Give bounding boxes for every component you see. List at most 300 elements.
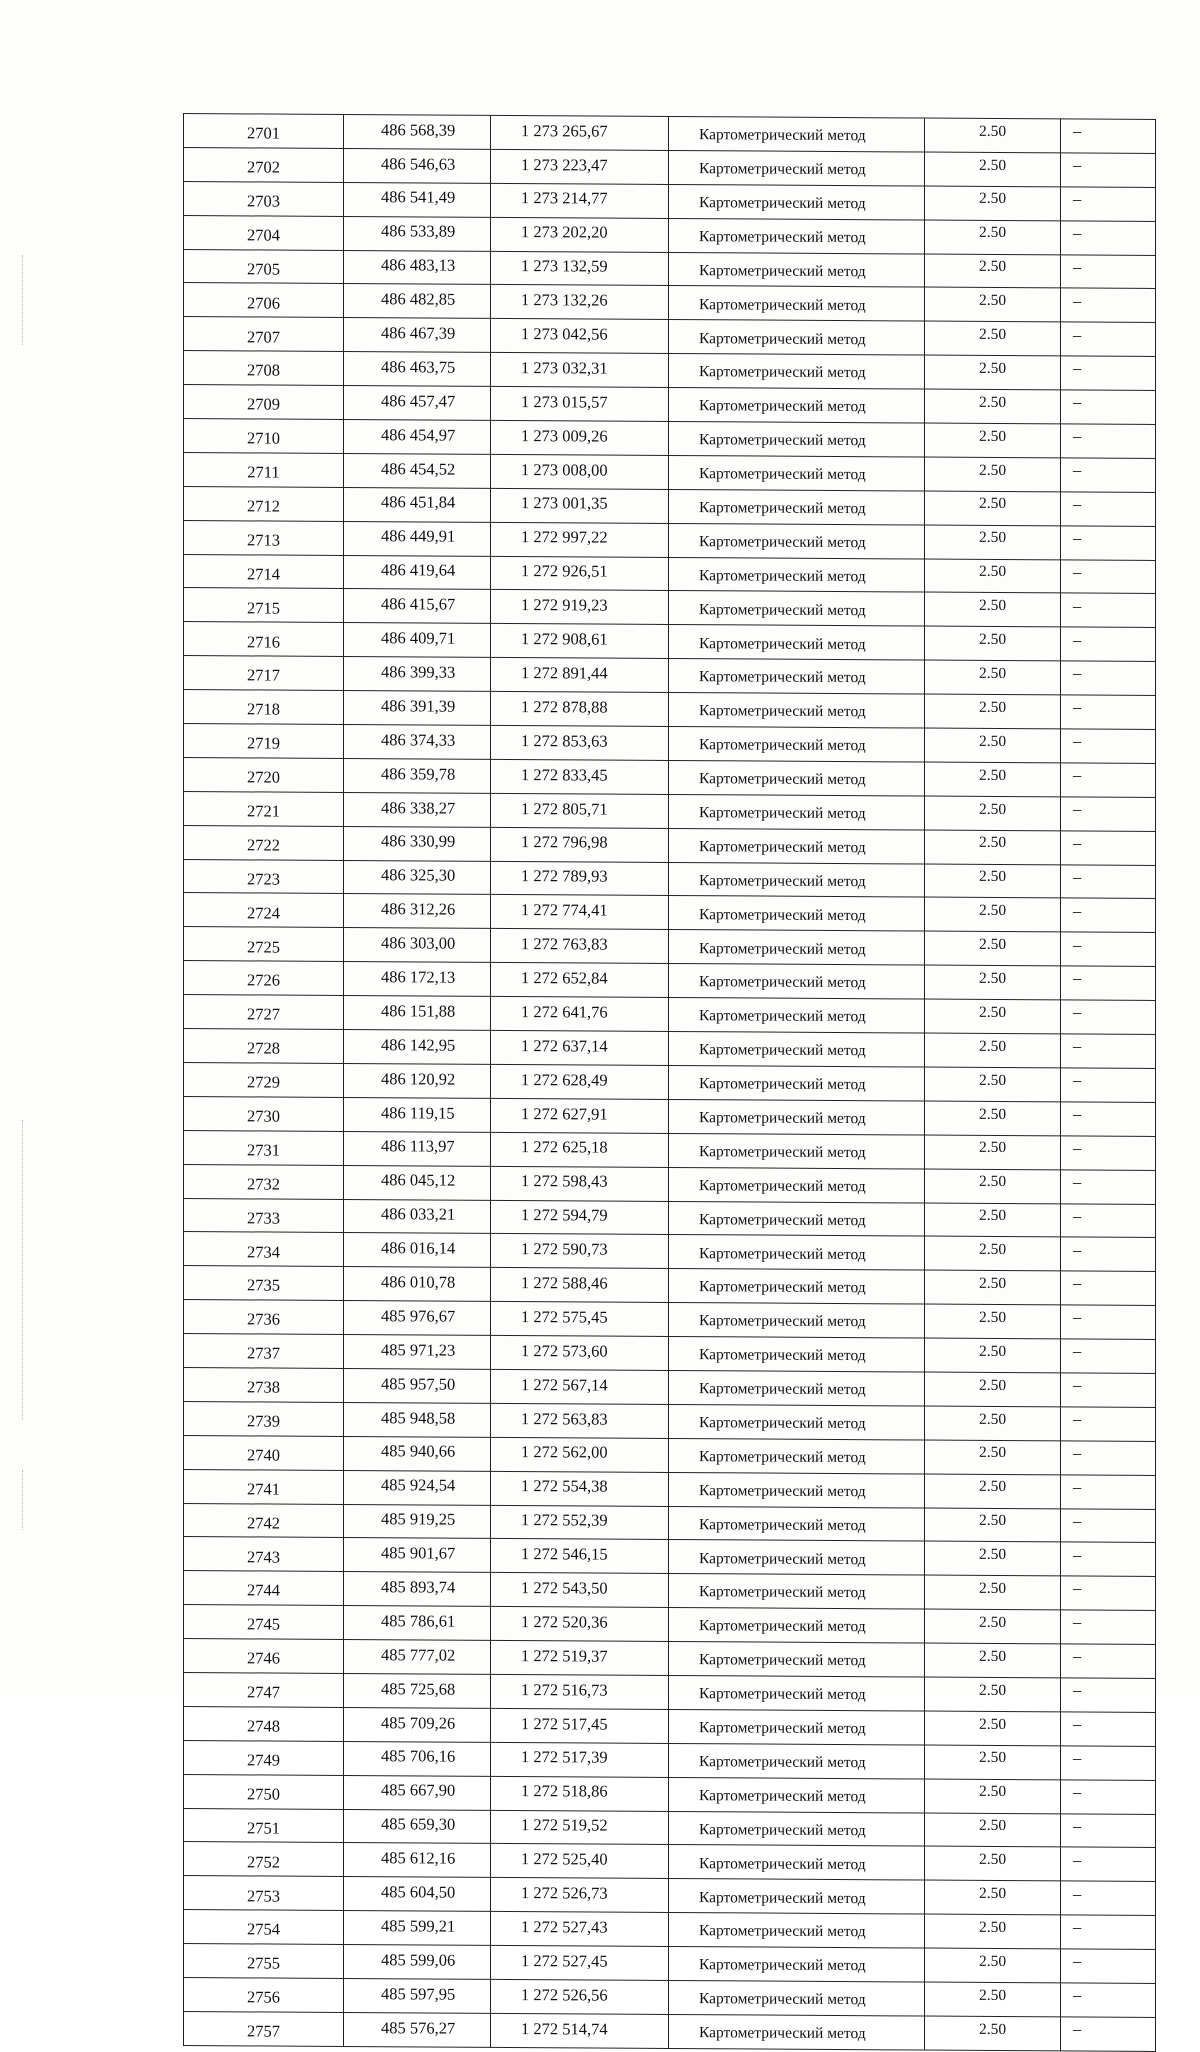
x-coordinate-cell: 485 940,66 xyxy=(344,1436,491,1471)
x-coordinate-cell: 485 919,25 xyxy=(344,1504,491,1539)
accuracy-cell: 2.50 xyxy=(925,457,1061,492)
accuracy-cell: 2.50 xyxy=(925,1745,1061,1780)
point-number-cell: 2707 xyxy=(184,317,344,352)
point-number-cell: 2742 xyxy=(184,1503,344,1538)
point-number-cell: 2743 xyxy=(184,1537,344,1572)
note-cell: – xyxy=(1061,153,1156,187)
method-cell: Картометрический метод xyxy=(669,421,925,456)
accuracy-cell: 2.50 xyxy=(925,1880,1061,1915)
x-coordinate-cell: 486 457,47 xyxy=(344,386,491,421)
accuracy-cell: 2.50 xyxy=(925,1609,1061,1644)
method-cell: Картометрический метод xyxy=(669,862,925,897)
point-number-cell: 2757 xyxy=(184,2011,344,2046)
method-cell: Картометрический метод xyxy=(669,1370,925,1405)
accuracy-cell: 2.50 xyxy=(925,152,1061,187)
point-number-cell: 2741 xyxy=(184,1469,344,1504)
method-cell: Картометрический метод xyxy=(669,1032,925,1067)
accuracy-cell: 2.50 xyxy=(925,1304,1061,1339)
note-cell: – xyxy=(1061,424,1156,458)
note-cell: – xyxy=(1061,390,1156,424)
method-cell: Картометрический метод xyxy=(669,1201,925,1236)
note-cell: – xyxy=(1061,1949,1156,1983)
method-cell: Картометрический метод xyxy=(669,388,925,423)
point-number-cell: 2723 xyxy=(184,859,344,894)
note-cell: – xyxy=(1061,1780,1156,1814)
note-cell: – xyxy=(1061,1610,1156,1644)
y-coordinate-cell: 1 272 796,98 xyxy=(491,827,669,862)
accuracy-cell: 2.50 xyxy=(925,1677,1061,1712)
y-coordinate-cell: 1 272 526,73 xyxy=(491,1878,669,1913)
x-coordinate-cell: 485 706,16 xyxy=(344,1741,491,1776)
method-cell: Картометрический метод xyxy=(669,1337,925,1372)
y-coordinate-cell: 1 273 132,26 xyxy=(491,285,669,320)
x-coordinate-cell: 486 454,97 xyxy=(344,419,491,454)
x-coordinate-cell: 486 483,13 xyxy=(344,250,491,285)
accuracy-cell: 2.50 xyxy=(925,118,1061,153)
point-number-cell: 2729 xyxy=(184,1062,344,1097)
x-coordinate-cell: 486 533,89 xyxy=(344,216,491,251)
method-cell: Картометрический метод xyxy=(669,1472,925,1507)
y-coordinate-cell: 1 272 908,61 xyxy=(491,624,669,659)
point-number-cell: 2717 xyxy=(184,656,344,691)
point-number-cell: 2715 xyxy=(184,588,344,623)
note-cell: – xyxy=(1061,797,1156,831)
note-cell: – xyxy=(1061,1678,1156,1712)
accuracy-cell: 2.50 xyxy=(925,931,1061,966)
y-coordinate-cell: 1 272 563,83 xyxy=(491,1403,669,1438)
note-cell: – xyxy=(1061,627,1156,661)
accuracy-cell: 2.50 xyxy=(925,999,1061,1034)
note-cell: – xyxy=(1061,1576,1156,1610)
y-coordinate-cell: 1 272 519,52 xyxy=(491,1810,669,1845)
method-cell: Картометрический метод xyxy=(669,557,925,592)
method-cell: Картометрический метод xyxy=(669,760,925,795)
method-cell: Картометрический метод xyxy=(669,1303,925,1338)
point-number-cell: 2730 xyxy=(184,1096,344,1131)
note-cell: – xyxy=(1061,254,1156,288)
x-coordinate-cell: 486 045,12 xyxy=(344,1165,491,1200)
point-number-cell: 2738 xyxy=(184,1367,344,1402)
note-cell: – xyxy=(1061,322,1156,356)
x-coordinate-cell: 486 172,13 xyxy=(344,962,491,997)
accuracy-cell: 2.50 xyxy=(925,1372,1061,1407)
x-coordinate-cell: 486 119,15 xyxy=(344,1097,491,1132)
accuracy-cell: 2.50 xyxy=(925,1813,1061,1848)
margin-speck xyxy=(22,1470,27,1530)
method-cell: Картометрический метод xyxy=(669,659,925,694)
y-coordinate-cell: 1 272 527,43 xyxy=(491,1912,669,1947)
point-number-cell: 2724 xyxy=(184,893,344,928)
note-cell: – xyxy=(1061,1712,1156,1746)
x-coordinate-cell: 486 409,71 xyxy=(344,623,491,658)
note-cell: – xyxy=(1061,119,1156,153)
note-cell: – xyxy=(1061,1305,1156,1339)
y-coordinate-cell: 1 272 627,91 xyxy=(491,1098,669,1133)
y-coordinate-cell: 1 272 590,73 xyxy=(491,1234,669,1269)
accuracy-cell: 2.50 xyxy=(925,1101,1061,1136)
accuracy-cell: 2.50 xyxy=(925,762,1061,797)
accuracy-cell: 2.50 xyxy=(925,1982,1061,2017)
x-coordinate-cell: 485 957,50 xyxy=(344,1368,491,1403)
method-cell: Картометрический метод xyxy=(669,218,925,253)
method-cell: Картометрический метод xyxy=(669,320,925,355)
accuracy-cell: 2.50 xyxy=(925,1033,1061,1068)
x-coordinate-cell: 485 604,50 xyxy=(344,1877,491,1912)
x-coordinate-cell: 485 777,02 xyxy=(344,1640,491,1675)
point-number-cell: 2737 xyxy=(184,1334,344,1369)
note-cell: – xyxy=(1061,593,1156,627)
coordinates-table-body xyxy=(184,114,1156,2052)
x-coordinate-cell: 485 659,30 xyxy=(344,1809,491,1844)
method-cell: Картометрический метод xyxy=(669,286,925,321)
x-coordinate-cell: 486 399,33 xyxy=(344,657,491,692)
point-number-cell: 2746 xyxy=(184,1639,344,1674)
note-cell: – xyxy=(1061,1407,1156,1441)
accuracy-cell: 2.50 xyxy=(925,1914,1061,1949)
note-cell: – xyxy=(1061,1068,1156,1102)
x-coordinate-cell: 486 449,91 xyxy=(344,521,491,556)
method-cell: Картометрический метод xyxy=(669,828,925,863)
y-coordinate-cell: 1 273 008,00 xyxy=(491,454,669,489)
point-number-cell: 2734 xyxy=(184,1232,344,1267)
point-number-cell: 2753 xyxy=(184,1876,344,1911)
y-coordinate-cell: 1 272 525,40 xyxy=(491,1844,669,1879)
accuracy-cell: 2.50 xyxy=(925,1270,1061,1305)
accuracy-cell: 2.50 xyxy=(925,592,1061,627)
note-cell: – xyxy=(1061,1474,1156,1508)
x-coordinate-cell: 486 467,39 xyxy=(344,318,491,353)
note-cell: – xyxy=(1061,661,1156,695)
method-cell: Картометрический метод xyxy=(669,1879,925,1914)
method-cell: Картометрический метод xyxy=(669,2014,925,2049)
accuracy-cell: 2.50 xyxy=(925,898,1061,933)
x-coordinate-cell: 485 612,16 xyxy=(344,1843,491,1878)
point-number-cell: 2748 xyxy=(184,1706,344,1741)
point-number-cell: 2701 xyxy=(184,114,344,149)
accuracy-cell: 2.50 xyxy=(925,321,1061,356)
point-number-cell: 2752 xyxy=(184,1842,344,1877)
method-cell: Картометрический метод xyxy=(669,455,925,490)
note-cell: – xyxy=(1061,1169,1156,1203)
point-number-cell: 2751 xyxy=(184,1808,344,1843)
y-coordinate-cell: 1 273 001,35 xyxy=(491,488,669,523)
point-number-cell: 2728 xyxy=(184,1029,344,1064)
y-coordinate-cell: 1 272 520,36 xyxy=(491,1607,669,1642)
y-coordinate-cell: 1 272 641,76 xyxy=(491,997,669,1032)
y-coordinate-cell: 1 272 526,56 xyxy=(491,1979,669,2014)
accuracy-cell: 2.50 xyxy=(925,254,1061,289)
x-coordinate-cell: 486 451,84 xyxy=(344,487,491,522)
note-cell: – xyxy=(1061,695,1156,729)
point-number-cell: 2722 xyxy=(184,825,344,860)
accuracy-cell: 2.50 xyxy=(925,1846,1061,1881)
x-coordinate-cell: 485 948,58 xyxy=(344,1402,491,1437)
x-coordinate-cell: 486 454,52 xyxy=(344,453,491,488)
x-coordinate-cell: 485 976,67 xyxy=(344,1301,491,1336)
method-cell: Картометрический метод xyxy=(669,930,925,965)
accuracy-cell: 2.50 xyxy=(925,830,1061,865)
note-cell: – xyxy=(1061,1203,1156,1237)
note-cell: – xyxy=(1061,559,1156,593)
note-cell: – xyxy=(1061,1339,1156,1373)
accuracy-cell: 2.50 xyxy=(925,1541,1061,1576)
method-cell: Картометрический метод xyxy=(669,693,925,728)
x-coordinate-cell: 486 120,92 xyxy=(344,1063,491,1098)
note-cell: – xyxy=(1061,526,1156,560)
x-coordinate-cell: 485 599,21 xyxy=(344,1911,491,1946)
note-cell: – xyxy=(1061,1644,1156,1678)
point-number-cell: 2745 xyxy=(184,1605,344,1640)
method-cell: Картометрический метод xyxy=(669,184,925,219)
point-number-cell: 2736 xyxy=(184,1300,344,1335)
y-coordinate-cell: 1 272 891,44 xyxy=(491,658,669,693)
y-coordinate-cell: 1 273 032,31 xyxy=(491,353,669,388)
accuracy-cell: 2.50 xyxy=(925,389,1061,424)
y-coordinate-cell: 1 272 516,73 xyxy=(491,1674,669,1709)
accuracy-cell: 2.50 xyxy=(925,1948,1061,1983)
y-coordinate-cell: 1 272 514,74 xyxy=(491,2013,669,2048)
method-cell: Картометрический метод xyxy=(669,998,925,1033)
x-coordinate-cell: 485 725,68 xyxy=(344,1673,491,1708)
x-coordinate-cell: 485 901,67 xyxy=(344,1538,491,1573)
point-number-cell: 2704 xyxy=(184,215,344,250)
point-number-cell: 2744 xyxy=(184,1571,344,1606)
point-number-cell: 2720 xyxy=(184,757,344,792)
accuracy-cell: 2.50 xyxy=(925,796,1061,831)
x-coordinate-cell: 486 419,64 xyxy=(344,555,491,590)
point-number-cell: 2735 xyxy=(184,1266,344,1301)
y-coordinate-cell: 1 272 573,60 xyxy=(491,1335,669,1370)
y-coordinate-cell: 1 272 763,83 xyxy=(491,929,669,964)
coordinates-table xyxy=(183,113,1156,2052)
point-number-cell: 2740 xyxy=(184,1435,344,1470)
accuracy-cell: 2.50 xyxy=(925,1236,1061,1271)
y-coordinate-cell: 1 272 546,15 xyxy=(491,1539,669,1574)
note-cell: – xyxy=(1061,1915,1156,1949)
y-coordinate-cell: 1 272 517,45 xyxy=(491,1708,669,1743)
note-cell: – xyxy=(1061,1542,1156,1576)
accuracy-cell: 2.50 xyxy=(925,559,1061,594)
point-number-cell: 2716 xyxy=(184,622,344,657)
margin-speck xyxy=(22,255,27,345)
y-coordinate-cell: 1 272 552,39 xyxy=(491,1505,669,1540)
accuracy-cell: 2.50 xyxy=(925,1406,1061,1441)
y-coordinate-cell: 1 272 575,45 xyxy=(491,1302,669,1337)
x-coordinate-cell: 486 330,99 xyxy=(344,826,491,861)
y-coordinate-cell: 1 273 214,77 xyxy=(491,183,669,218)
y-coordinate-cell: 1 272 805,71 xyxy=(491,793,669,828)
method-cell: Картометрический метод xyxy=(669,1845,925,1880)
y-coordinate-cell: 1 272 919,23 xyxy=(491,590,669,625)
note-cell: – xyxy=(1061,763,1156,797)
accuracy-cell: 2.50 xyxy=(925,287,1061,322)
method-cell: Картометрический метод xyxy=(669,116,925,151)
accuracy-cell: 2.50 xyxy=(925,626,1061,661)
x-coordinate-cell: 486 463,75 xyxy=(344,352,491,387)
point-number-cell: 2712 xyxy=(184,486,344,521)
accuracy-cell: 2.50 xyxy=(925,728,1061,763)
margin-speck xyxy=(22,1120,27,1420)
method-cell: Картометрический метод xyxy=(669,489,925,524)
y-coordinate-cell: 1 272 519,37 xyxy=(491,1640,669,1675)
point-number-cell: 2731 xyxy=(184,1130,344,1165)
method-cell: Картометрический метод xyxy=(669,625,925,660)
x-coordinate-cell: 485 599,06 xyxy=(344,1945,491,1980)
accuracy-cell: 2.50 xyxy=(925,660,1061,695)
method-cell: Картометрический метод xyxy=(669,150,925,185)
note-cell: – xyxy=(1061,1034,1156,1068)
y-coordinate-cell: 1 273 265,67 xyxy=(491,115,669,150)
point-number-cell: 2747 xyxy=(184,1672,344,1707)
point-number-cell: 2739 xyxy=(184,1401,344,1436)
x-coordinate-cell: 486 016,14 xyxy=(344,1233,491,1268)
note-cell: – xyxy=(1061,898,1156,932)
point-number-cell: 2725 xyxy=(184,927,344,962)
note-cell: – xyxy=(1061,1813,1156,1847)
y-coordinate-cell: 1 272 628,49 xyxy=(491,1064,669,1099)
point-number-cell: 2732 xyxy=(184,1164,344,1199)
point-number-cell: 2718 xyxy=(184,690,344,725)
note-cell: – xyxy=(1061,864,1156,898)
note-cell: – xyxy=(1061,1847,1156,1881)
x-coordinate-cell: 485 576,27 xyxy=(344,2012,491,2047)
x-coordinate-cell: 485 971,23 xyxy=(344,1335,491,1370)
y-coordinate-cell: 1 272 637,14 xyxy=(491,1030,669,1065)
x-coordinate-cell: 485 924,54 xyxy=(344,1470,491,1505)
accuracy-cell: 2.50 xyxy=(925,694,1061,729)
x-coordinate-cell: 485 667,90 xyxy=(344,1775,491,1810)
x-coordinate-cell: 486 312,26 xyxy=(344,894,491,929)
y-coordinate-cell: 1 272 554,38 xyxy=(491,1471,669,1506)
x-coordinate-cell: 486 374,33 xyxy=(344,725,491,760)
y-coordinate-cell: 1 272 652,84 xyxy=(491,963,669,998)
x-coordinate-cell: 486 391,39 xyxy=(344,691,491,726)
y-coordinate-cell: 1 272 588,46 xyxy=(491,1268,669,1303)
accuracy-cell: 2.50 xyxy=(925,220,1061,255)
y-coordinate-cell: 1 272 598,43 xyxy=(491,1166,669,1201)
method-cell: Картометрический метод xyxy=(669,1269,925,1304)
y-coordinate-cell: 1 272 517,39 xyxy=(491,1742,669,1777)
x-coordinate-cell: 486 325,30 xyxy=(344,860,491,895)
table-row xyxy=(184,2011,1156,2051)
method-cell: Картометрический метод xyxy=(669,1743,925,1778)
method-cell: Картометрический метод xyxy=(669,1811,925,1846)
y-coordinate-cell: 1 273 223,47 xyxy=(491,149,669,184)
note-cell: – xyxy=(1061,288,1156,322)
point-number-cell: 2750 xyxy=(184,1774,344,1809)
accuracy-cell: 2.50 xyxy=(925,2016,1061,2051)
method-cell: Картометрический метод xyxy=(669,523,925,558)
method-cell: Картометрический метод xyxy=(669,1133,925,1168)
point-number-cell: 2733 xyxy=(184,1198,344,1233)
method-cell: Картометрический метод xyxy=(669,1642,925,1677)
y-coordinate-cell: 1 272 527,45 xyxy=(491,1945,669,1980)
point-number-cell: 2709 xyxy=(184,385,344,420)
accuracy-cell: 2.50 xyxy=(925,864,1061,899)
method-cell: Картометрический метод xyxy=(669,1913,925,1948)
accuracy-cell: 2.50 xyxy=(925,1067,1061,1102)
point-number-cell: 2719 xyxy=(184,724,344,759)
point-number-cell: 2754 xyxy=(184,1910,344,1945)
x-coordinate-cell: 485 709,26 xyxy=(344,1707,491,1742)
point-number-cell: 2713 xyxy=(184,520,344,555)
y-coordinate-cell: 1 272 594,79 xyxy=(491,1200,669,1235)
y-coordinate-cell: 1 272 567,14 xyxy=(491,1369,669,1404)
method-cell: Картометрический метод xyxy=(669,726,925,761)
x-coordinate-cell: 486 359,78 xyxy=(344,758,491,793)
accuracy-cell: 2.50 xyxy=(925,1338,1061,1373)
method-cell: Картометрический метод xyxy=(669,964,925,999)
note-cell: – xyxy=(1061,1881,1156,1915)
method-cell: Картометрический метод xyxy=(669,1947,925,1982)
method-cell: Картометрический метод xyxy=(669,1675,925,1710)
x-coordinate-cell: 486 546,63 xyxy=(344,148,491,183)
method-cell: Картометрический метод xyxy=(669,252,925,287)
accuracy-cell: 2.50 xyxy=(925,1440,1061,1475)
x-coordinate-cell: 485 786,61 xyxy=(344,1606,491,1641)
accuracy-cell: 2.50 xyxy=(925,1474,1061,1509)
note-cell: – xyxy=(1061,1237,1156,1271)
y-coordinate-cell: 1 272 878,88 xyxy=(491,692,669,727)
note-cell: – xyxy=(1061,187,1156,221)
x-coordinate-cell: 486 033,21 xyxy=(344,1199,491,1234)
note-cell: – xyxy=(1061,831,1156,865)
y-coordinate-cell: 1 272 774,41 xyxy=(491,895,669,930)
accuracy-cell: 2.50 xyxy=(925,1779,1061,1814)
point-number-cell: 2710 xyxy=(184,419,344,454)
note-cell: – xyxy=(1061,1441,1156,1475)
y-coordinate-cell: 1 272 853,63 xyxy=(491,725,669,760)
method-cell: Картометрический метод xyxy=(669,1065,925,1100)
point-number-cell: 2706 xyxy=(184,283,344,318)
method-cell: Картометрический метод xyxy=(669,1574,925,1609)
x-coordinate-cell: 486 142,95 xyxy=(344,1030,491,1065)
x-coordinate-cell: 486 113,97 xyxy=(344,1131,491,1166)
x-coordinate-cell: 486 568,39 xyxy=(344,114,491,149)
method-cell: Картометрический метод xyxy=(669,1167,925,1202)
accuracy-cell: 2.50 xyxy=(925,525,1061,560)
x-coordinate-cell: 486 482,85 xyxy=(344,284,491,319)
coordinates-table-wrapper xyxy=(183,113,1156,2052)
accuracy-cell: 2.50 xyxy=(925,491,1061,526)
x-coordinate-cell: 485 597,95 xyxy=(344,1978,491,2013)
method-cell: Картометрический метод xyxy=(669,896,925,931)
accuracy-cell: 2.50 xyxy=(925,423,1061,458)
y-coordinate-cell: 1 272 543,50 xyxy=(491,1573,669,1608)
y-coordinate-cell: 1 273 042,56 xyxy=(491,319,669,354)
y-coordinate-cell: 1 272 562,00 xyxy=(491,1437,669,1472)
note-cell: – xyxy=(1061,2017,1156,2051)
method-cell: Картометрический метод xyxy=(669,354,925,389)
point-number-cell: 2705 xyxy=(184,249,344,284)
point-number-cell: 2711 xyxy=(184,452,344,487)
accuracy-cell: 2.50 xyxy=(925,965,1061,1000)
y-coordinate-cell: 1 272 789,93 xyxy=(491,861,669,896)
accuracy-cell: 2.50 xyxy=(925,1203,1061,1238)
x-coordinate-cell: 486 541,49 xyxy=(344,182,491,217)
note-cell: – xyxy=(1061,458,1156,492)
note-cell: – xyxy=(1061,1136,1156,1170)
note-cell: – xyxy=(1061,932,1156,966)
x-coordinate-cell: 486 415,67 xyxy=(344,589,491,624)
note-cell: – xyxy=(1061,1271,1156,1305)
point-number-cell: 2708 xyxy=(184,351,344,386)
y-coordinate-cell: 1 272 625,18 xyxy=(491,1132,669,1167)
x-coordinate-cell: 486 010,78 xyxy=(344,1267,491,1302)
y-coordinate-cell: 1 273 132,59 xyxy=(491,251,669,286)
note-cell: – xyxy=(1061,1102,1156,1136)
x-coordinate-cell: 486 151,88 xyxy=(344,996,491,1031)
